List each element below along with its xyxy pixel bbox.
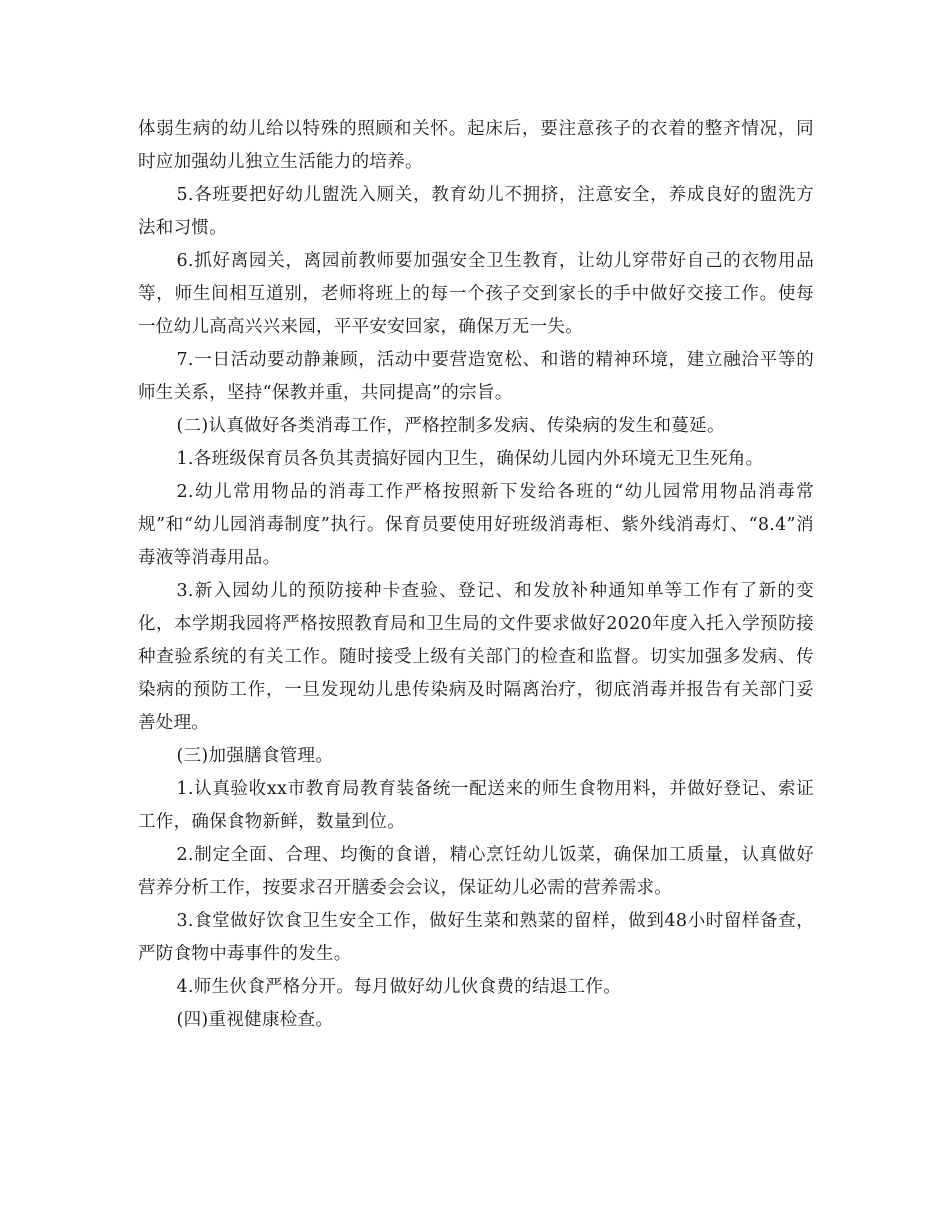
paragraph: 7.一日活动要动静兼顾，活动中要营造宽松、和谐的精神环境，建立融洽平等的师生关系，坚持“保教并重，共同提高”的宗旨。	[138, 350, 814, 403]
paragraph: 体弱生病的幼儿给以特殊的照顾和关怀。起床后，要注意孩子的衣着的整齐情况，同时应加强幼儿独立生活能力的培养。	[138, 119, 814, 172]
document-body	[138, 113, 814, 1037]
paragraph: 1.认真验收xx市教育局教育装备统一配送来的师生食物用料，并做好登记、索证工作，确保食物新鲜，数量到位。	[138, 779, 814, 832]
section-heading: (二)认真做好各类消毒工作，严格控制多发病、传染病的发生和蔓延。	[176, 416, 725, 436]
paragraph: 3.食堂做好饮食卫生安全工作，做好生菜和熟菜的留样，做到48小时留样备查，严防食物中毒事件的发生。	[138, 911, 814, 964]
paragraph: 1.各班级保育员各负其责搞好园内卫生，确保幼儿园内外环境无卫生死角。	[176, 449, 764, 469]
paragraph: 4.师生伙食严格分开。每月做好幼儿伙食费的结退工作。	[176, 977, 621, 997]
section-heading: (三)加强膳食管理。	[176, 746, 334, 766]
paragraph: 3.新入园幼儿的预防接种卡查验、登记、和发放补种通知单等工作有了新的变化，本学期我园将严格按照教育局和卫生局的文件要求做好2020年度入托入学预防接种查验系统的有关工作。随时接受上级有关部门的检查和监督。切实加强多发病、传染病的预防工作，一旦发现幼儿患传染病及时隔离治疗，彻底消毒并报告有关部门妥善处理。	[138, 581, 814, 733]
paragraph: 2.制定全面、合理、均衡的食谱，精心烹饪幼儿饭菜，确保加工质量，认真做好营养分析工作，按要求召开膳委会会议，保证幼儿必需的营养需求。	[138, 845, 814, 898]
paragraph: 5.各班要把好幼儿盥洗入厕关，教育幼儿不拥挤，注意安全，养成良好的盥洗方法和习惯。	[138, 185, 814, 238]
section-heading: (四)重视健康检查。	[176, 1010, 334, 1030]
paragraph: 2.幼儿常用物品的消毒工作严格按照新下发给各班的“幼儿园常用物品消毒常规”和“幼儿园消毒制度”执行。保育员要使用好班级消毒柜、紫外线消毒灯、“8.4”消毒液等消毒用品。	[138, 482, 814, 568]
paragraph: 6.抓好离园关，离园前教师要加强安全卫生教育，让幼儿穿带好自己的衣物用品等，师生间相互道别，老师将班上的每一个孩子交到家长的手中做好交接工作。使每一位幼儿高高兴兴来园，平平安安回家，确保万无一失。	[138, 251, 814, 337]
